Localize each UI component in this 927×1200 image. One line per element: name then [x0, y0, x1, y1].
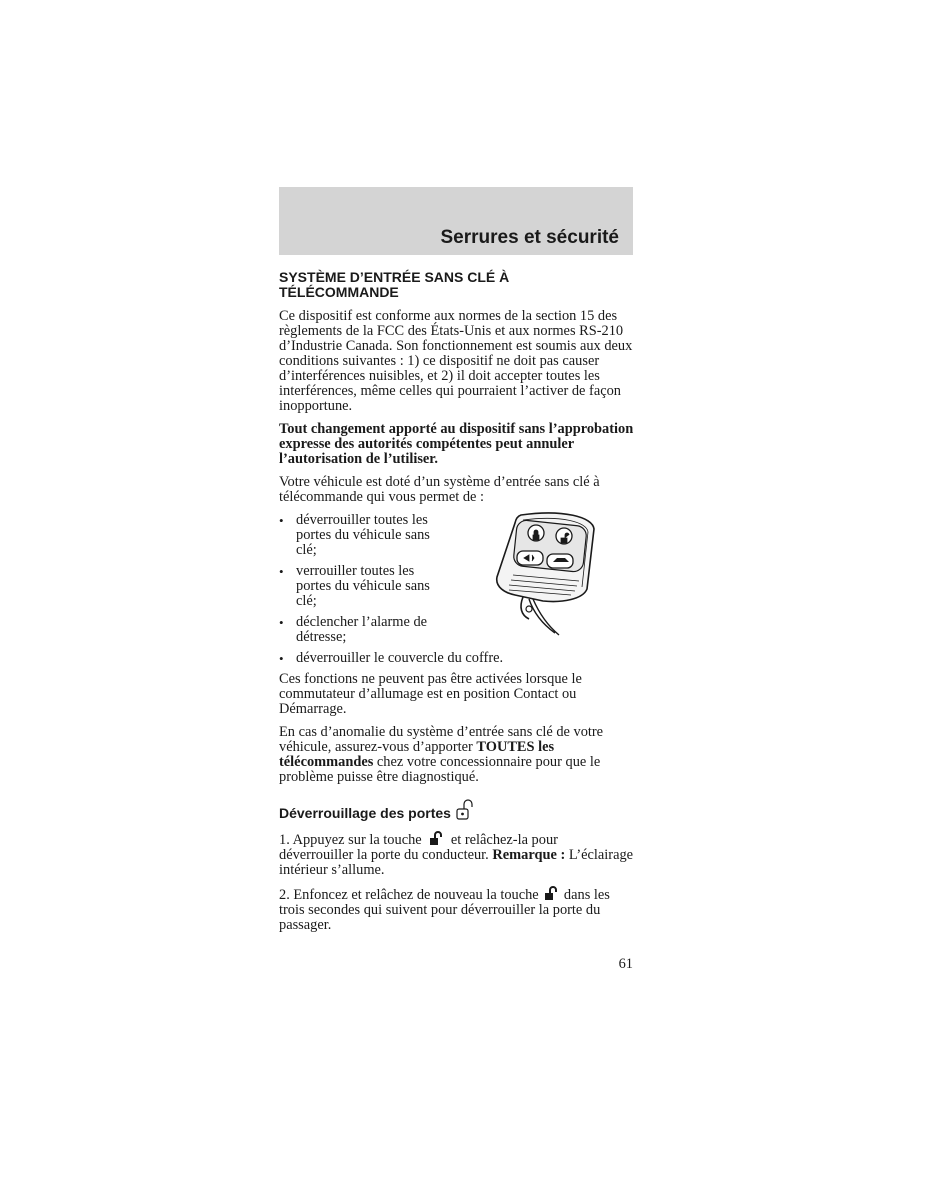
bullet-dot: •: [279, 651, 284, 666]
step-2: 2. Enfoncez et relâchez de nouveau la touche dans les trois secondes qui suivent pour déverrouiller la porte du passager.: [279, 887, 610, 933]
list-item: • déverrouiller toutes les portes du véhicule sans clé;: [279, 512, 430, 558]
list-item: • verrouiller toutes les portes du véhicule sans clé;: [279, 563, 430, 609]
unlock-button-icon: [429, 831, 443, 846]
unlock-subheading: Déverrouillage des portes: [279, 799, 635, 821]
key-fob-illustration: [493, 511, 633, 643]
list-item: • déverrouiller le couvercle du coffre.: [279, 650, 504, 666]
bullet-dot: •: [279, 564, 284, 579]
warning-paragraph: Tout changement apporté au dispositif sans l’approbation expresse des autorités compétentes peut annuler l’autorisation de l’utiliser.: [279, 421, 634, 467]
bullet-dot: •: [279, 513, 284, 528]
malfunction-paragraph: En cas d’anomalie du système d’entrée sans clé de votre véhicule, assurez-vous d’apporter TOUTES les télécommandes chez votre concessionnaire pour que le problème puisse être diagnostiqué.: [279, 724, 604, 785]
section-title: [279, 270, 635, 300]
section-title-line2: TÉLÉCOMMANDE: [279, 284, 399, 300]
ignition-paragraph: Ces fonctions ne peuvent pas être activées lorsque le commutateur d’allumage est en position Contact ou Démarrage.: [279, 671, 582, 717]
unlock-button-icon: [544, 886, 558, 901]
header-band: [279, 187, 633, 255]
feature-list-area: [279, 513, 635, 666]
section-title-line1: SYSTÈME D’ENTRÉE SANS CLÉ À: [279, 269, 510, 285]
list-item: • déclencher l’alarme de détresse;: [279, 614, 428, 645]
page-title: Serrures et sécurité: [440, 227, 619, 248]
bullet-dot: •: [279, 615, 284, 630]
unlock-icon: [455, 799, 473, 821]
page-number: 61: [618, 956, 633, 972]
step-1: 1. Appuyez sur la touche et relâchez-la pour déverrouiller la porte du conducteur. Remarque : L’éclairage intérieur s’allume.: [279, 832, 634, 878]
intro-paragraph: Votre véhicule est doté d’un système d’entrée sans clé à télécommande qui vous permet de :: [279, 474, 600, 505]
main-content: [279, 270, 635, 941]
fcc-paragraph: Ce dispositif est conforme aux normes de la section 15 des règlements de la FCC des États-Unis et aux normes RS-210 d’Industrie Canada. Son fonctionnement est soumis aux deux conditions suivantes : 1) ce dispositif ne doit pas causer d’interférences nuisibles, et 2) il doit accepter toutes les interférences, même celles qui pourraient l’activer de façon inopportune.: [279, 308, 633, 414]
